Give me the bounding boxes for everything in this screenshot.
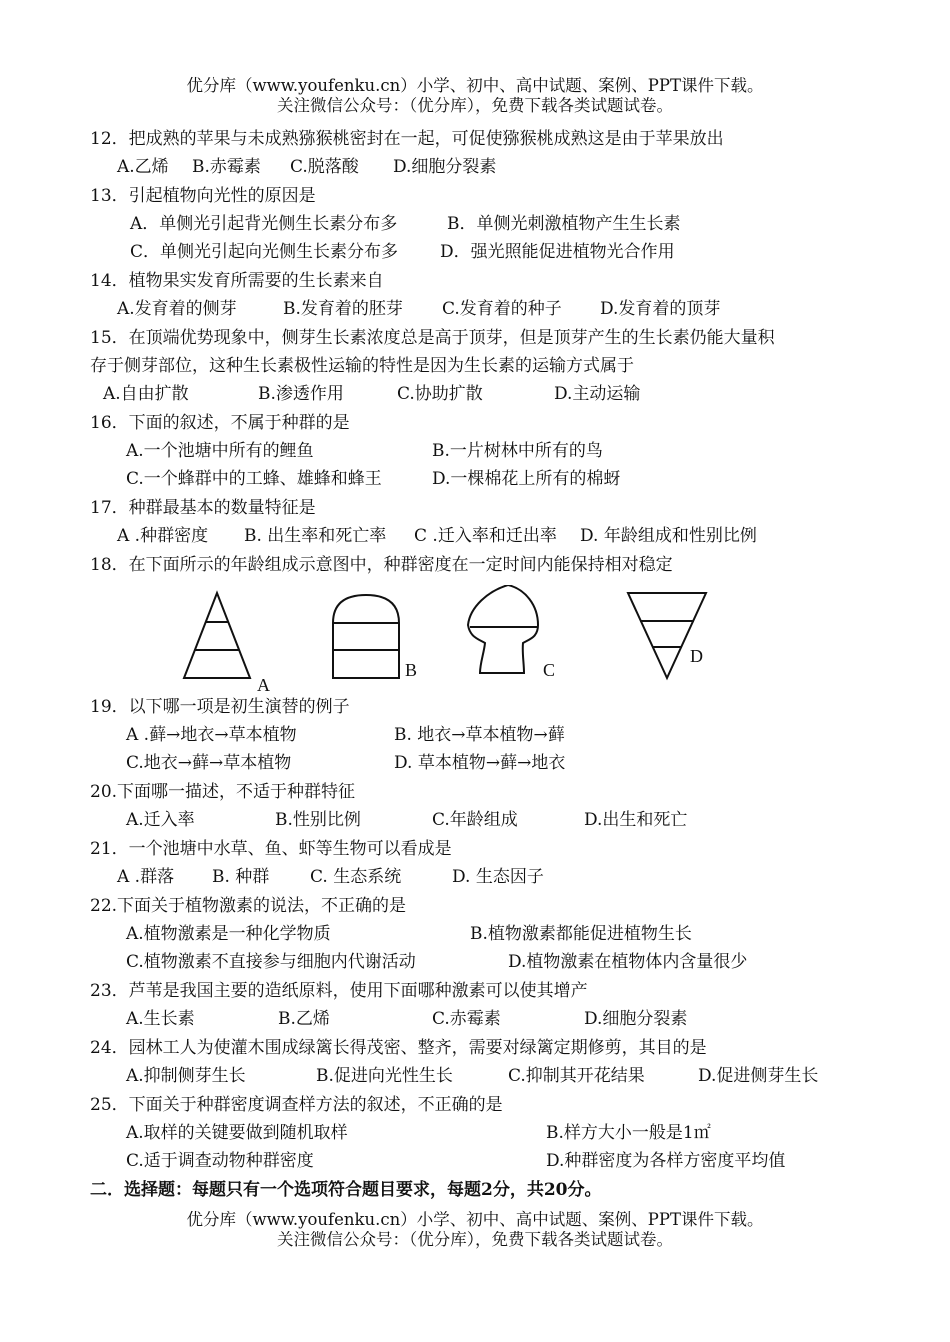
q13-option-d: D．强光照能促进植物光合作用	[440, 242, 675, 262]
diagram-d	[628, 593, 706, 678]
q12-option-d: D.细胞分裂素	[393, 157, 497, 177]
q12-option-a: A.乙烯	[117, 157, 169, 177]
q19-option-d: D. 草本植物→藓→地衣	[394, 753, 566, 773]
q17-option-d: D. 年龄组成和性别比例	[580, 526, 757, 546]
q20-option-d: D.出生和死亡	[584, 810, 688, 830]
diagram-b	[333, 595, 417, 680]
q23-option-a: A.生长素	[126, 1009, 195, 1029]
q15-option-a: A.自由扩散	[103, 384, 189, 404]
q20-stem: 20.下面哪一描述，不适于种群特征	[90, 782, 356, 802]
q23-stem: 23．芦苇是我国主要的造纸原料，使用下面哪种激素可以使其增产	[90, 981, 588, 1001]
q19-stem: 19．以下哪一项是初生演替的例子	[90, 697, 350, 717]
q25-option-d: D.种群密度为各样方密度平均值	[546, 1151, 786, 1171]
age-structure-diagrams	[170, 585, 730, 695]
q22-option-b: B.植物激素都能促进植物生长	[470, 924, 692, 944]
q25-option-a: A.取样的关键要做到随机取样	[126, 1123, 348, 1143]
q19-option-a: A .藓→地衣→草本植物	[126, 725, 297, 745]
q15-stem-line-1: 15．在顶端优势现象中，侧芽生长素浓度总是高于顶芽，但是顶芽产生的生长素仍能大量积	[90, 328, 775, 348]
q22-option-a: A.植物激素是一种化学物质	[126, 924, 331, 944]
q21-option-c: C. 生态系统	[310, 867, 402, 887]
q21-stem: 21．一个池塘中水草、鱼、虾等生物可以看成是	[90, 839, 452, 859]
q14-option-d: D.发育着的顶芽	[600, 299, 721, 319]
q15-option-c: C.协助扩散	[397, 384, 483, 404]
q14-option-b: B.发育着的胚芽	[283, 299, 403, 319]
footer-line-2: 关注微信公众号：（优分库），免费下载各类试题试卷。	[277, 1230, 673, 1249]
q14-option-a: A.发育着的侧芽	[117, 299, 237, 319]
q16-option-a: A.一个池塘中所有的鲤鱼	[126, 441, 314, 461]
q13-option-b: B．单侧光刺激植物产生生长素	[447, 214, 681, 234]
q12-stem: 12．把成熟的苹果与未成熟猕猴桃密封在一起，可促使猕猴桃成熟这是由于苹果放出	[90, 129, 724, 149]
diagram-a	[184, 593, 270, 695]
q15-option-b: B.渗透作用	[258, 384, 344, 404]
q22-option-d: D.植物激素在植物体内含量很少	[508, 952, 748, 972]
q17-option-b: B. 出生率和死亡率	[244, 526, 387, 546]
diagram-a-label: A	[257, 675, 270, 695]
q20-option-b: B.性别比例	[275, 810, 361, 830]
q16-option-d: D.一棵棉花上所有的棉蚜	[432, 469, 621, 489]
q25-option-c: C.适于调查动物种群密度	[126, 1151, 314, 1171]
section-2-title: 二．选择题：每题只有一个选项符合题目要求，每题2分，共20分。	[90, 1180, 602, 1200]
q24-option-b: B.促进向光性生长	[316, 1066, 453, 1086]
header-line-2: 关注微信公众号：（优分库），免费下载各类试题试卷。	[277, 96, 673, 115]
q24-option-a: A.抑制侧芽生长	[126, 1066, 246, 1086]
q19-option-b: B. 地衣→草本植物→藓	[394, 725, 565, 745]
q13-stem: 13．引起植物向光性的原因是	[90, 186, 316, 206]
q22-option-c: C.植物激素不直接参与细胞内代谢活动	[126, 952, 416, 972]
q14-stem: 14．植物果实发育所需要的生长素来自	[90, 271, 384, 291]
diagram-c	[468, 585, 555, 680]
q13-option-c: C．单侧光引起向光侧生长素分布多	[130, 242, 399, 262]
q20-option-a: A.迁入率	[126, 810, 195, 830]
q25-stem: 25．下面关于种群密度调查样方法的叙述，不正确的是	[90, 1095, 503, 1115]
q12-option-c: C.脱落酸	[290, 157, 359, 177]
header-line-1: 优分库（www.youfenku.cn）小学、初中、高中试题、案例、PPT课件下载。	[186, 76, 764, 95]
q17-option-a: A .种群密度	[117, 526, 209, 546]
q23-option-d: D.细胞分裂素	[584, 1009, 688, 1029]
q23-option-c: C.赤霉素	[432, 1009, 501, 1029]
q20-option-c: C.年龄组成	[432, 810, 518, 830]
q16-option-c: C.一个蜂群中的工蜂、雄蜂和蜂王	[126, 469, 382, 489]
diagram-d-label: D	[690, 646, 703, 666]
diagram-c-label: C	[543, 660, 556, 680]
q24-option-d: D.促进侧芽生长	[698, 1066, 819, 1086]
q16-option-b: B.一片树林中所有的鸟	[432, 441, 603, 461]
q24-option-c: C.抑制其开花结果	[508, 1066, 645, 1086]
q19-option-c: C.地衣→藓→草本植物	[126, 753, 292, 773]
q25-option-b: B.样方大小一般是1㎡	[546, 1123, 711, 1143]
q13-option-a: A．单侧光引起背光侧生长素分布多	[130, 214, 398, 234]
q23-option-b: B.乙烯	[278, 1009, 330, 1029]
diagram-b-label: B	[405, 660, 418, 680]
q15-stem-line-2: 存于侧芽部位，这种生长素极性运输的特性是因为生长素的运输方式属于	[90, 356, 634, 376]
q12-option-b: B.赤霉素	[192, 157, 261, 177]
q21-option-b: B. 种群	[212, 867, 270, 887]
q14-option-c: C.发育着的种子	[442, 299, 562, 319]
q21-option-d: D. 生态因子	[452, 867, 544, 887]
q15-option-d: D.主动运输	[554, 384, 641, 404]
q21-option-a: A .群落	[117, 867, 175, 887]
q17-stem: 17．种群最基本的数量特征是	[90, 498, 316, 518]
q16-stem: 16．下面的叙述，不属于种群的是	[90, 413, 350, 433]
q17-option-c: C .迁入率和迁出率	[414, 526, 557, 546]
footer-line-1: 优分库（www.youfenku.cn）小学、初中、高中试题、案例、PPT课件下载。	[186, 1210, 764, 1229]
q24-stem: 24．园林工人为使灌木围成绿篱长得茂密、整齐，需要对绿篱定期修剪，其目的是	[90, 1038, 707, 1058]
q22-stem: 22.下面关于植物激素的说法，不正确的是	[90, 896, 407, 916]
q18-stem: 18．在下面所示的年龄组成示意图中，种群密度在一定时间内能保持相对稳定	[90, 555, 673, 575]
